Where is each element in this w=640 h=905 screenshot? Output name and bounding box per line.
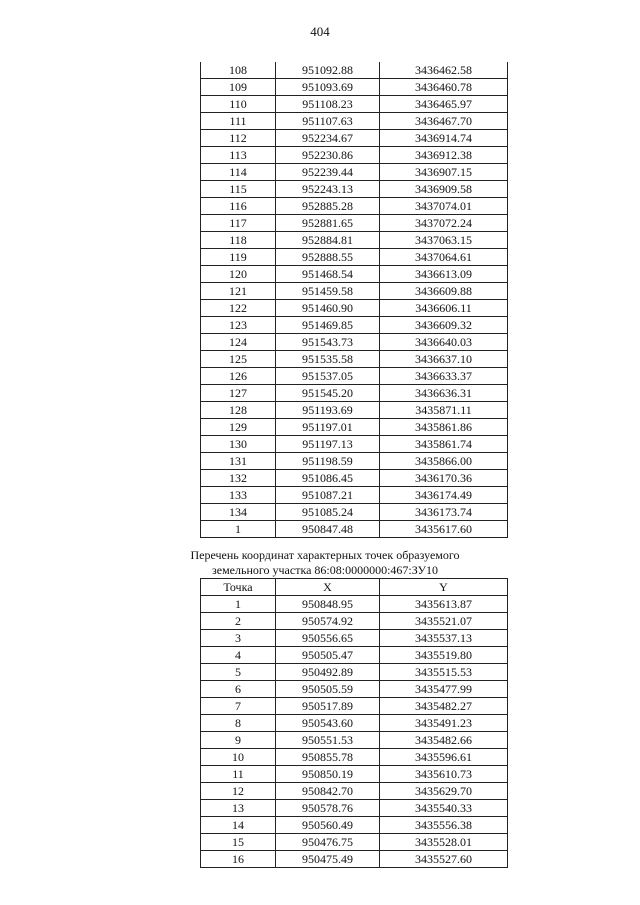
table-row (201, 596, 508, 613)
table-row (201, 800, 508, 817)
point-number: 10 (201, 749, 276, 766)
y-coordinate: 3436636.31 (380, 385, 508, 402)
y-coordinate: 3435556.38 (380, 817, 508, 834)
table-row (201, 368, 508, 385)
y-coordinate: 3435521.07 (380, 613, 508, 630)
point-number: 7 (201, 698, 276, 715)
table-row (201, 749, 508, 766)
point-number: 133 (201, 487, 276, 504)
table-row (201, 249, 508, 266)
y-coordinate: 3436460.78 (380, 79, 508, 96)
caption-line-2: земельного участка 86:08:0000000:467:ЗУ10 (212, 563, 438, 577)
table-row (201, 504, 508, 521)
point-number: 116 (201, 198, 276, 215)
coordinates-table-zu10 (200, 578, 508, 868)
header-y: Y (380, 579, 508, 596)
table-row (201, 630, 508, 647)
table-row (201, 732, 508, 749)
point-number: 119 (201, 249, 276, 266)
table-row (201, 402, 508, 419)
y-coordinate: 3436462.58 (380, 62, 508, 79)
table-row (201, 453, 508, 470)
point-number: 109 (201, 79, 276, 96)
point-number: 5 (201, 664, 276, 681)
x-coordinate: 950578.76 (276, 800, 380, 817)
y-coordinate: 3435491.23 (380, 715, 508, 732)
point-number: 115 (201, 181, 276, 198)
y-coordinate: 3435477.99 (380, 681, 508, 698)
table-row (201, 181, 508, 198)
table-row (201, 385, 508, 402)
y-coordinate: 3436170.36 (380, 470, 508, 487)
point-number: 130 (201, 436, 276, 453)
table-row (201, 698, 508, 715)
table-row (201, 436, 508, 453)
x-coordinate: 950475.49 (276, 851, 380, 868)
y-coordinate: 3436912.38 (380, 147, 508, 164)
x-coordinate: 951108.23 (276, 96, 380, 113)
y-coordinate: 3437064.61 (380, 249, 508, 266)
x-coordinate: 950855.78 (276, 749, 380, 766)
y-coordinate: 3435871.11 (380, 402, 508, 419)
point-number: 127 (201, 385, 276, 402)
y-coordinate: 3435528.01 (380, 834, 508, 851)
table-row (201, 766, 508, 783)
x-coordinate: 952243.13 (276, 181, 380, 198)
point-number: 16 (201, 851, 276, 868)
caption-line-1: Перечень координат характерных точек образуемого (190, 548, 460, 562)
table-row (201, 715, 508, 732)
x-coordinate: 952885.28 (276, 198, 380, 215)
x-coordinate: 951085.24 (276, 504, 380, 521)
y-coordinate: 3435613.87 (380, 596, 508, 613)
point-number: 121 (201, 283, 276, 300)
table-row (201, 62, 508, 79)
point-number: 113 (201, 147, 276, 164)
y-coordinate: 3436633.37 (380, 368, 508, 385)
coordinates-table-body (201, 62, 508, 538)
y-coordinate: 3435861.74 (380, 436, 508, 453)
point-number: 8 (201, 715, 276, 732)
point-number: 118 (201, 232, 276, 249)
point-number: 134 (201, 504, 276, 521)
y-coordinate: 3435866.00 (380, 453, 508, 470)
point-number: 123 (201, 317, 276, 334)
point-number: 4 (201, 647, 276, 664)
table-row (201, 817, 508, 834)
point-number: 108 (201, 62, 276, 79)
table-row (201, 198, 508, 215)
point-number: 122 (201, 300, 276, 317)
x-coordinate: 950505.59 (276, 681, 380, 698)
x-coordinate: 950543.60 (276, 715, 380, 732)
point-number: 112 (201, 130, 276, 147)
y-coordinate: 3435540.33 (380, 800, 508, 817)
point-number: 15 (201, 834, 276, 851)
x-coordinate: 951107.63 (276, 113, 380, 130)
y-coordinate: 3437072.24 (380, 215, 508, 232)
x-coordinate: 951545.20 (276, 385, 380, 402)
x-coordinate: 950574.92 (276, 613, 380, 630)
x-coordinate: 951087.21 (276, 487, 380, 504)
point-number: 124 (201, 334, 276, 351)
y-coordinate: 3435482.66 (380, 732, 508, 749)
point-number: 1 (201, 521, 276, 538)
y-coordinate: 3436909.58 (380, 181, 508, 198)
y-coordinate: 3436609.88 (380, 283, 508, 300)
table-header-row (201, 579, 508, 596)
x-coordinate: 950505.47 (276, 647, 380, 664)
y-coordinate: 3435610.73 (380, 766, 508, 783)
y-coordinate: 3436914.74 (380, 130, 508, 147)
y-coordinate: 3436613.09 (380, 266, 508, 283)
table-caption (0, 548, 640, 578)
table-row (201, 266, 508, 283)
x-coordinate: 951086.45 (276, 470, 380, 487)
point-number: 131 (201, 453, 276, 470)
point-number: 13 (201, 800, 276, 817)
point-number: 11 (201, 766, 276, 783)
y-coordinate: 3436467.70 (380, 113, 508, 130)
table-row (201, 232, 508, 249)
table-row (201, 317, 508, 334)
y-coordinate: 3435537.13 (380, 630, 508, 647)
y-coordinate: 3436465.97 (380, 96, 508, 113)
y-coordinate: 3436174.49 (380, 487, 508, 504)
point-number: 114 (201, 164, 276, 181)
table-row (201, 470, 508, 487)
x-coordinate: 950517.89 (276, 698, 380, 715)
point-number: 9 (201, 732, 276, 749)
x-coordinate: 951093.69 (276, 79, 380, 96)
x-coordinate: 951459.58 (276, 283, 380, 300)
point-number: 6 (201, 681, 276, 698)
x-coordinate: 951468.54 (276, 266, 380, 283)
x-coordinate: 951198.59 (276, 453, 380, 470)
x-coordinate: 951535.58 (276, 351, 380, 368)
y-coordinate: 3435629.70 (380, 783, 508, 800)
y-coordinate: 3435482.27 (380, 698, 508, 715)
point-number: 2 (201, 613, 276, 630)
x-coordinate: 951193.69 (276, 402, 380, 419)
table-row (201, 851, 508, 868)
y-coordinate: 3437063.15 (380, 232, 508, 249)
x-coordinate: 951543.73 (276, 334, 380, 351)
table-row (201, 147, 508, 164)
point-number: 111 (201, 113, 276, 130)
x-coordinate: 950551.53 (276, 732, 380, 749)
x-coordinate: 950848.95 (276, 596, 380, 613)
coordinates-table-body (201, 596, 508, 868)
x-coordinate: 952239.44 (276, 164, 380, 181)
table-row (201, 419, 508, 436)
y-coordinate: 3435527.60 (380, 851, 508, 868)
y-coordinate: 3436640.03 (380, 334, 508, 351)
point-number: 125 (201, 351, 276, 368)
x-coordinate: 950847.48 (276, 521, 380, 538)
point-number: 120 (201, 266, 276, 283)
point-number: 129 (201, 419, 276, 436)
table-row (201, 521, 508, 538)
point-number: 3 (201, 630, 276, 647)
y-coordinate: 3436637.10 (380, 351, 508, 368)
y-coordinate: 3436907.15 (380, 164, 508, 181)
x-coordinate: 951092.88 (276, 62, 380, 79)
table-row (201, 487, 508, 504)
coordinates-table-continued (200, 62, 508, 538)
table-row (201, 164, 508, 181)
x-coordinate: 952230.86 (276, 147, 380, 164)
x-coordinate: 950842.70 (276, 783, 380, 800)
table-row (201, 283, 508, 300)
table-row (201, 783, 508, 800)
point-number: 14 (201, 817, 276, 834)
point-number: 110 (201, 96, 276, 113)
x-coordinate: 950492.89 (276, 664, 380, 681)
y-coordinate: 3435861.86 (380, 419, 508, 436)
point-number: 117 (201, 215, 276, 232)
x-coordinate: 951197.01 (276, 419, 380, 436)
table-row (201, 79, 508, 96)
x-coordinate: 950850.19 (276, 766, 380, 783)
table-row (201, 215, 508, 232)
x-coordinate: 951460.90 (276, 300, 380, 317)
y-coordinate: 3437074.01 (380, 198, 508, 215)
table-row (201, 113, 508, 130)
x-coordinate: 951469.85 (276, 317, 380, 334)
y-coordinate: 3436606.11 (380, 300, 508, 317)
table-row (201, 664, 508, 681)
x-coordinate: 950556.65 (276, 630, 380, 647)
table-row (201, 96, 508, 113)
y-coordinate: 3435617.60 (380, 521, 508, 538)
y-coordinate: 3435515.53 (380, 664, 508, 681)
page-number: 404 (310, 24, 330, 39)
x-coordinate: 950560.49 (276, 817, 380, 834)
x-coordinate: 952884.81 (276, 232, 380, 249)
point-number: 12 (201, 783, 276, 800)
x-coordinate: 950476.75 (276, 834, 380, 851)
table-row (201, 300, 508, 317)
y-coordinate: 3435519.80 (380, 647, 508, 664)
table-row (201, 351, 508, 368)
table-row (201, 130, 508, 147)
point-number: 126 (201, 368, 276, 385)
y-coordinate: 3436173.74 (380, 504, 508, 521)
y-coordinate: 3436609.32 (380, 317, 508, 334)
table-row (201, 334, 508, 351)
table-row (201, 681, 508, 698)
table-row (201, 834, 508, 851)
table-row (201, 613, 508, 630)
point-number: 1 (201, 596, 276, 613)
header-x: X (276, 579, 380, 596)
header-point: Точка (201, 579, 276, 596)
point-number: 132 (201, 470, 276, 487)
x-coordinate: 952888.55 (276, 249, 380, 266)
x-coordinate: 952881.65 (276, 215, 380, 232)
y-coordinate: 3435596.61 (380, 749, 508, 766)
x-coordinate: 951197.13 (276, 436, 380, 453)
point-number: 128 (201, 402, 276, 419)
table-row (201, 647, 508, 664)
x-coordinate: 952234.67 (276, 130, 380, 147)
x-coordinate: 951537.05 (276, 368, 380, 385)
